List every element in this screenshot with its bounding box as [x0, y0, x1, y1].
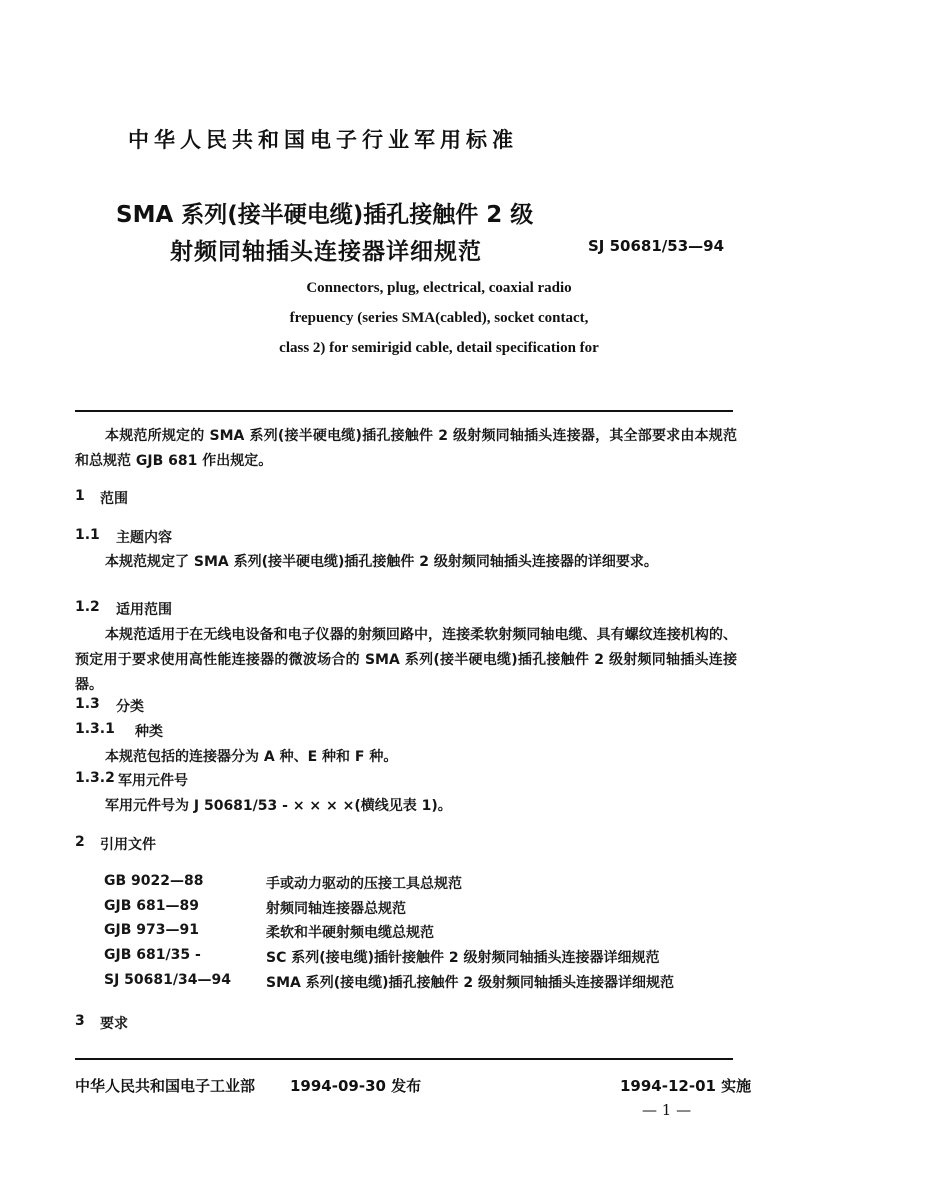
bottom-divider [75, 1058, 733, 1060]
footer-issuer: 中华人民共和国电子工业部 [75, 1077, 256, 1095]
title-zh-line-2: 射频同轴插头连接器详细规范 [170, 239, 482, 265]
reference-code: GJB 681—89 [104, 898, 199, 914]
reference-code: SJ 50681/34—94 [104, 972, 231, 988]
title-en-line-2: frepuency (series SMA(cabled), socket contact, [289, 310, 589, 326]
section-1-2-title: 适用范围 [116, 602, 172, 618]
standard-number: SJ 50681/53—94 [588, 237, 725, 255]
reference-code: GJB 681/35 - [104, 947, 201, 963]
section-1-3-number: 1.3 [75, 696, 100, 712]
section-1-2-text: 本规范适用于在无线电设备和电子仪器的射频回路中，连接柔软射频同轴电缆、具有螺纹连接机构的、预定用于要求使用高性能连接器的微波场合的 SMA 系列(接半硬电缆)插孔接触件 2 级射频同轴插头连接器。 [75, 627, 737, 693]
section-1-2-number: 1.2 [75, 599, 100, 615]
intro-paragraph: 本规范所规定的 SMA 系列(接半硬电缆)插孔接触件 2 级射频同轴插头连接器，其全部要求由本规范和总规范 GJB 681 作出规定。 [75, 428, 737, 469]
reference-title: SC 系列(接电缆)插针接触件 2 级射频同轴插头连接器详细规范 [266, 950, 660, 966]
section-1-3-1-number: 1.3.1 [75, 721, 115, 737]
title-en-line-1: Connectors, plug, electrical, coaxial radio [306, 280, 572, 296]
issuer-standard-heading: 中华人民共和国电子行业军用标准 [128, 128, 518, 152]
section-3-title: 要求 [100, 1016, 128, 1032]
reference-code: GJB 973—91 [104, 922, 199, 938]
section-1-3-1-title: 种类 [135, 724, 163, 740]
section-1-3-2-number: 1.3.2 [75, 770, 115, 786]
section-1-1-title: 主题内容 [116, 530, 172, 546]
section-1-1-number: 1.1 [75, 527, 100, 543]
title-en-line-3: class 2) for semirigid cable, detail specification for [279, 340, 599, 356]
section-3-number: 3 [75, 1013, 85, 1029]
footer-effective-date: 1994-12-01 实施 [620, 1077, 752, 1095]
top-divider [75, 410, 733, 412]
section-1-number: 1 [75, 488, 85, 504]
title-zh-line-1: SMA 系列(接半硬电缆)插孔接触件 2 级 [116, 202, 534, 228]
section-1-1-text: 本规范规定了 SMA 系列(接半硬电缆)插孔接触件 2 级射频同轴插头连接器的详细要求。 [105, 554, 658, 570]
section-1-3-2-text: 军用元件号为 J 50681/53 - × × × ×(横线见表 1)。 [105, 798, 452, 814]
reference-title: SMA 系列(接电缆)插孔接触件 2 级射频同轴插头连接器详细规范 [266, 975, 675, 991]
section-1-3-title: 分类 [116, 699, 144, 715]
reference-title: 柔软和半硬射频电缆总规范 [266, 925, 434, 941]
section-1-title: 范围 [100, 491, 128, 507]
page-number: — 1 — [642, 1101, 692, 1119]
reference-code: GB 9022—88 [104, 873, 204, 889]
footer-issue-date: 1994-09-30 发布 [290, 1077, 422, 1095]
section-1-3-2-title: 军用元件号 [118, 773, 188, 789]
reference-title: 射频同轴连接器总规范 [266, 901, 406, 917]
section-2-title: 引用文件 [100, 837, 156, 853]
reference-title: 手或动力驱动的压接工具总规范 [266, 876, 462, 892]
section-2-number: 2 [75, 834, 85, 850]
section-1-3-1-text: 本规范包括的连接器分为 A 种、E 种和 F 种。 [105, 749, 398, 765]
